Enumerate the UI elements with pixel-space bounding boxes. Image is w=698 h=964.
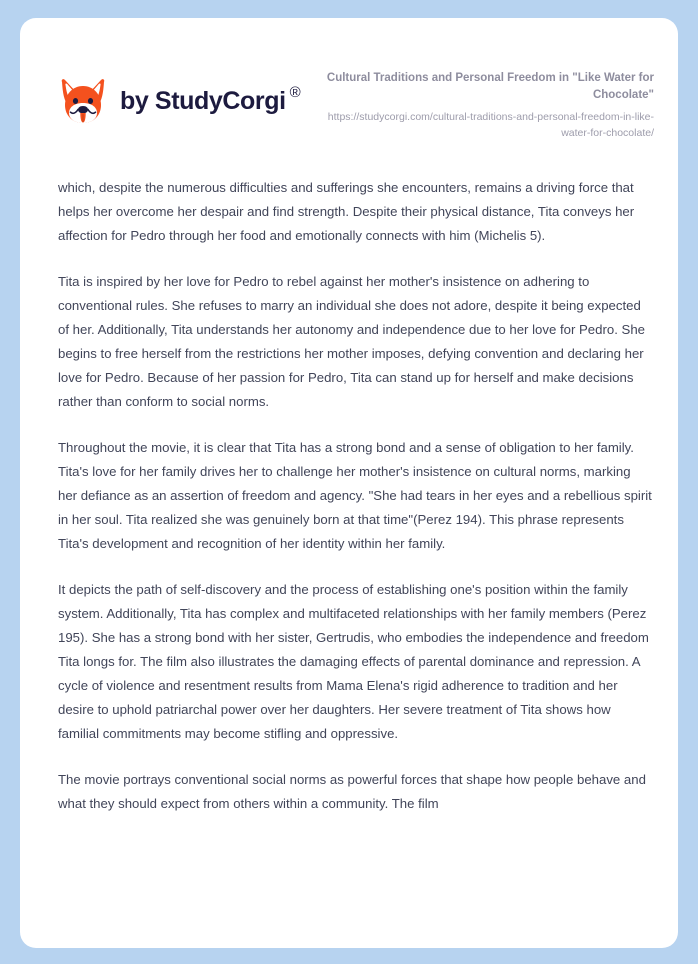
article-paragraph: Tita is inspired by her love for Pedro to rebel against her mother's insistence on adhering to conventional rules. She refuses to marry an individual she does not adore, despite it being expected of her. Additionally, Tita understands her autonomy and independence due to her love for Pedro. She begins to free herself from the restrictions her mother imposes, defying convention and declaring her love for Pedro. Because of her passion for Pedro, Tita can stand up for herself and make decisions rather than conform to social norms. xyxy=(58,273,645,409)
source-url: https://studycorgi.com/cultural-traditions-and-personal-freedom-in-like-water-for-chocolate/ xyxy=(327,111,654,139)
article-paragraph: which, despite the numerous difficulties and sufferings she encounters, remains a driving force that helps her overcome her despair and find strength. Despite their physical distance, Tita conveys her affection for Pedro through her food and emotionally connects with him (Michelis 5). xyxy=(58,179,635,243)
corgi-face-logo-icon xyxy=(58,76,108,126)
brand-name: by StudyCorgi xyxy=(120,86,286,115)
article-paragraph: It depicts the path of self-discovery and the process of establishing one's position within the family system. Additionally, Tita has complex and multifaceted relationships with her family members (Perez 195). She has a strong bond with her sister, Gertrudis, who embodies the independence and freedom Tita longs for. The film also illustrates the damaging effects of parental dominance and repression. A cycle of violence and resentment results from Mama Elena's rigid adherence to tradition and her desire to uphold patriarchal power over her daughters. Her severe treatment of Tita shows how familial commitments may become stifling and oppressive. xyxy=(58,582,649,742)
document-header xyxy=(20,18,678,141)
brand-lockup xyxy=(58,68,301,126)
page-title: Cultural Traditions and Personal Freedom in "Like Water for Chocolate" xyxy=(326,72,654,101)
registered-trademark-icon: ® xyxy=(289,83,301,101)
document-sheet xyxy=(20,18,678,948)
article-paragraph: Throughout the movie, it is clear that Tita has a strong bond and a sense of obligation to her family. Tita's love for her family drives her to challenge her mother's insistence on cultural norms, marking her defiance as an assertion of freedom and agency. "She had tears in her eyes and a rebellious spirit in her soul. Tita realized she was genuinely born at that time"(Perez 194). This phrase represents Tita's development and recognition of her identity within her family. xyxy=(58,439,652,551)
document-meta xyxy=(304,68,654,141)
brand-wordmark xyxy=(120,83,301,115)
article-paragraph: The movie portrays conventional social norms as powerful forces that shape how people behave and what they should expect from others within a community. The film xyxy=(58,772,646,812)
article-body xyxy=(20,141,678,816)
